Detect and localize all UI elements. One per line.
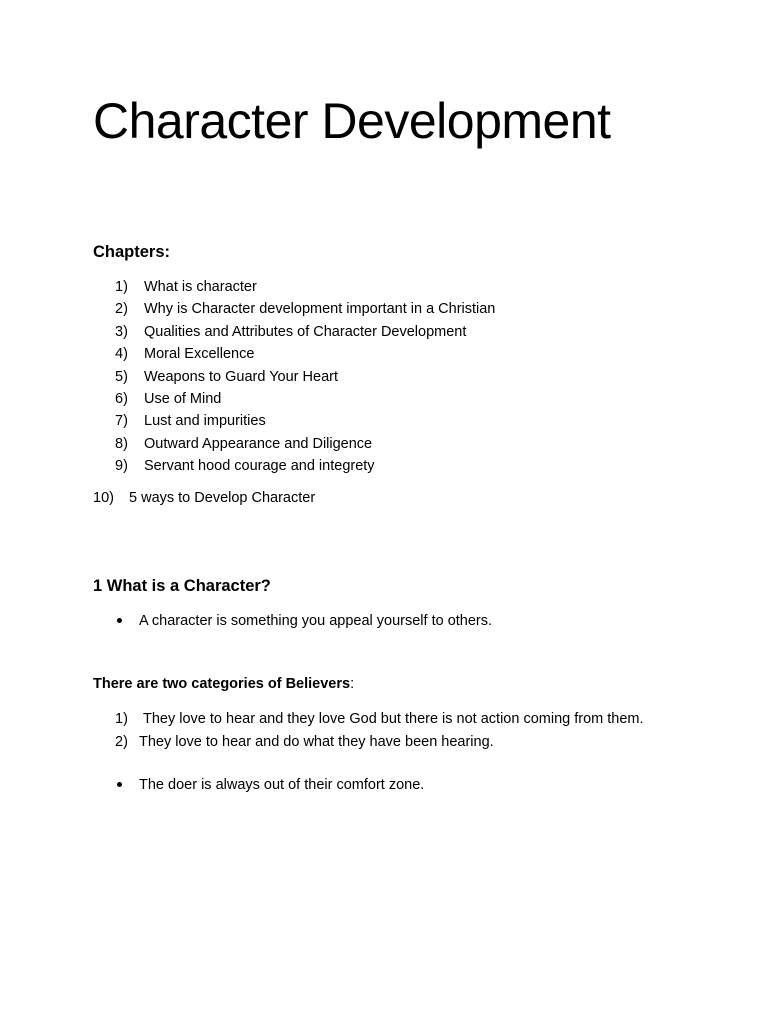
list-item-text: Why is Character development important in a Christian [144, 301, 496, 318]
bullet-item-text: The doer is always out of their comfort zone. [139, 777, 425, 793]
section-heading: 1 What is a Character? [93, 577, 271, 595]
list-item-number: 1) [115, 279, 128, 295]
categories-heading-text: There are two categories of Believers [93, 676, 351, 692]
bullet-icon [117, 618, 122, 623]
list-item-number: 3) [115, 323, 128, 340]
list-item-number: 5) [115, 368, 128, 385]
list-item-text: 5 ways to Develop Character [129, 490, 316, 506]
page-title: Character Development [93, 93, 611, 149]
list-item-text: They love to hear and they love God but there is not action coming from them. [143, 711, 644, 727]
list-item-text: Lust and impurities [144, 413, 266, 430]
list-item-number: 2) [115, 301, 128, 318]
chapter-item-10 [93, 489, 315, 507]
list-item [0, 708, 679, 731]
list-item-number: 6) [115, 390, 128, 407]
list-item-number: 9) [115, 458, 128, 475]
bullet-item-text: A character is something you appeal yourself to others. [139, 613, 493, 629]
list-item-number: 1) [115, 711, 128, 727]
list-item-text: They love to hear and do what they have been hearing. [139, 733, 494, 750]
list-item-text: Servant hood courage and integrety [144, 458, 375, 475]
list-item-number: 7) [115, 413, 128, 430]
list-item-number: 8) [115, 435, 128, 452]
list-item-text: Qualities and Attributes of Character Development [144, 323, 467, 340]
list-item-number: 10) [93, 490, 114, 506]
list-item-text: Moral Excellence [144, 346, 255, 363]
list-item-text: What is character [144, 279, 257, 295]
list-item-text: Use of Mind [144, 390, 222, 407]
list-item-text: Weapons to Guard Your Heart [144, 368, 338, 385]
categories-heading [93, 676, 354, 692]
list-item-number: 2) [115, 733, 128, 750]
list-item-text: Outward Appearance and Diligence [144, 435, 373, 452]
list-item [0, 731, 679, 754]
list-item-number: 4) [115, 346, 128, 363]
categories-list [0, 708, 679, 753]
bullet-icon [117, 782, 122, 787]
chapters-heading: Chapters: [93, 243, 171, 261]
categories-heading-colon: : [350, 676, 355, 692]
